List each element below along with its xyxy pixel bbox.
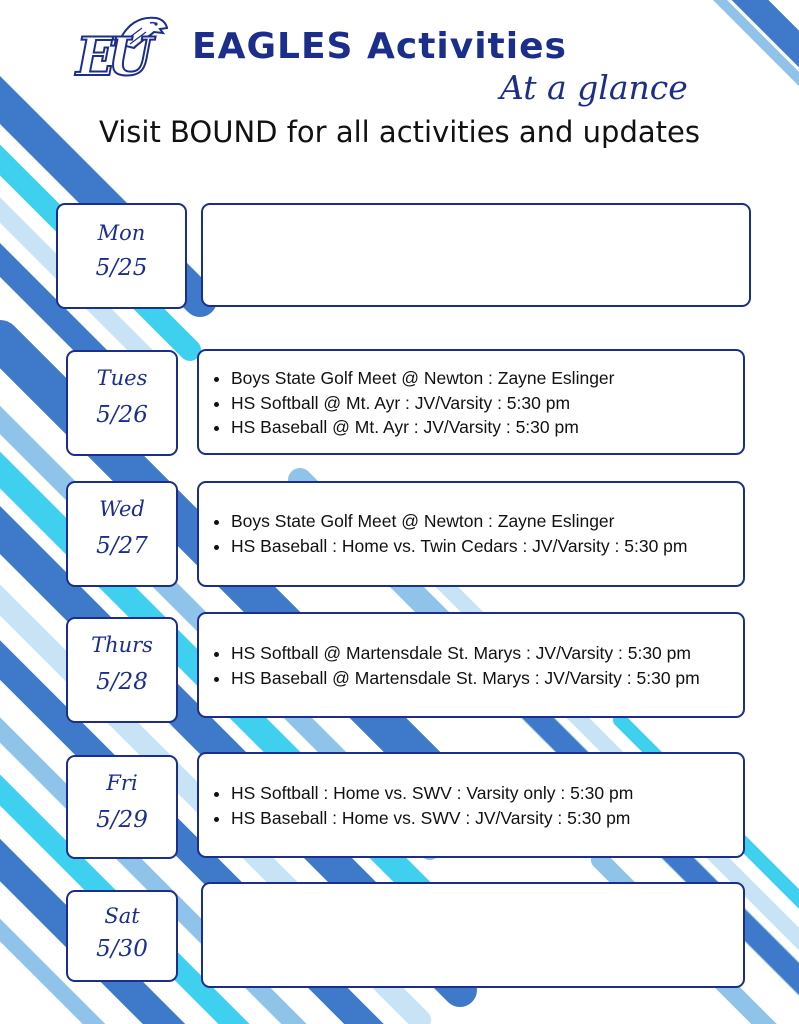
event-list (199, 509, 743, 558)
day-date: 5/26 (96, 402, 148, 428)
day-name: Thurs (91, 633, 153, 657)
day-box-fri (66, 755, 178, 859)
list-item: • HS Softball : Home vs. SWV : Varsity only : 5:30 pm (231, 781, 743, 806)
logo-letters: EU (76, 27, 145, 88)
day-name: Tues (96, 366, 148, 390)
list-item: • Boys State Golf Meet @ Newton : Zayne Eslinger (231, 366, 743, 391)
event-list (199, 781, 743, 830)
events-box-mon (201, 203, 751, 307)
day-date: 5/27 (96, 533, 148, 559)
events-box-fri (197, 752, 745, 858)
day-name: Wed (99, 497, 145, 521)
events-box-tues (197, 349, 745, 455)
tagline: Visit BOUND for all activities and updates (99, 115, 700, 149)
list-item: • HS Softball @ Martensdale St. Marys : JV/Varsity : 5:30 pm (231, 641, 743, 666)
list-item: • HS Softball @ Mt. Ayr : JV/Varsity : 5:30 pm (231, 391, 743, 416)
day-date: 5/30 (96, 936, 148, 962)
day-box-sat (66, 890, 178, 982)
day-box-tues (66, 350, 178, 456)
day-name: Sat (104, 904, 140, 928)
list-item: • HS Baseball @ Mt. Ayr : JV/Varsity : 5:30 pm (231, 415, 743, 440)
day-box-wed (66, 481, 178, 587)
day-name: Mon (97, 221, 146, 245)
event-list (199, 641, 743, 690)
list-item: • HS Baseball : Home vs. SWV : JV/Varsity : 5:30 pm (231, 806, 743, 831)
day-name: Fri (106, 771, 138, 795)
day-date: 5/29 (96, 807, 148, 833)
page-subtitle: At a glance (500, 68, 688, 107)
day-box-mon (56, 203, 187, 309)
events-box-thurs (197, 612, 745, 718)
list-item: • HS Baseball @ Martensdale St. Marys : JV/Varsity : 5:30 pm (231, 666, 743, 691)
day-date: 5/25 (95, 255, 148, 281)
list-item: • Boys State Golf Meet @ Newton : Zayne Eslinger (231, 509, 743, 534)
eagles-logo (76, 14, 168, 92)
event-list (199, 366, 743, 440)
page-title: EAGLES Activities (192, 26, 567, 67)
day-box-thurs (66, 617, 178, 723)
list-item: • HS Baseball : Home vs. Twin Cedars : JV/Varsity : 5:30 pm (231, 534, 743, 559)
events-box-wed (197, 481, 745, 587)
day-date: 5/28 (96, 669, 148, 695)
events-box-sat (201, 882, 745, 988)
